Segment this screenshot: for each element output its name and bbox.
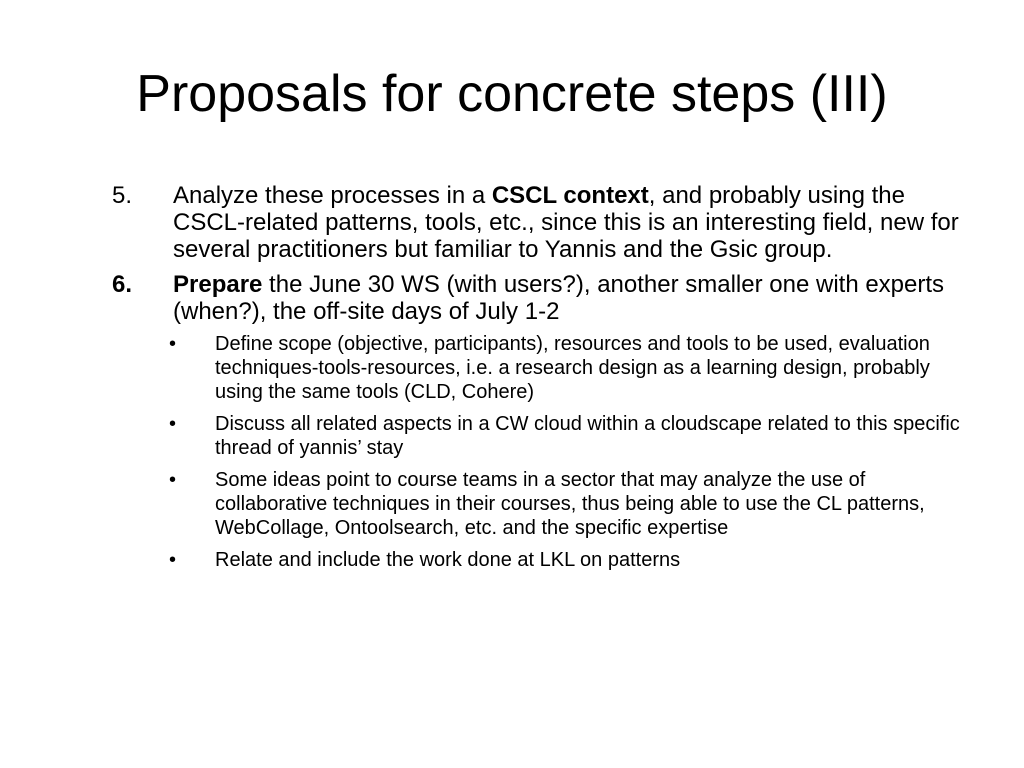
bullet-text: Discuss all related aspects in a CW cloud within a cloudscape related to this specific thread of yannis’ stay — [215, 413, 960, 459]
item-number: 6. — [112, 271, 133, 298]
bullet-dot-icon: • — [169, 333, 177, 355]
bullet-text: Some ideas point to course teams in a sector that may analyze the use of collaborative techniques in their courses, thus being able to use the CL patterns, WebCollage, Ontoolsearch, etc. and the specific expertise — [215, 469, 925, 539]
item-bold-text: CSCL context — [491, 182, 649, 209]
sub-bullet-item — [167, 412, 962, 460]
sub-bullet-item — [167, 332, 962, 404]
item-number: 5. — [112, 182, 133, 209]
bullet-dot-icon: • — [169, 549, 177, 571]
sub-bullet-item — [167, 548, 962, 572]
bullet-dot-icon: • — [169, 469, 177, 491]
sub-bullet-item — [167, 468, 962, 540]
slide-title: Proposals for concrete steps (III) — [136, 65, 888, 123]
slide-content — [112, 182, 962, 580]
numbered-item-5 — [112, 182, 962, 263]
numbered-item-6 — [112, 271, 962, 325]
bullet-dot-icon: • — [169, 413, 177, 435]
item-text-after: the June 30 WS (with users?), another smaller one with experts (when?), the off-site days of July 1-2 — [173, 271, 945, 325]
bullet-text: Define scope (objective, participants), resources and tools to be used, evaluation techniques-tools-resources, i.e. a research design as a learning design, probably using the same tools (CLD, Cohere) — [215, 333, 930, 403]
bullet-text: Relate and include the work done at LKL on patterns — [215, 549, 681, 571]
sub-bullet-list — [167, 332, 962, 572]
item-text-after: , and probably using the CSCL-related patterns, tools, etc., since this is an interesting field, new for several practitioners but familiar to Yannis and the Gsic group. — [173, 182, 959, 263]
item-text-before: Analyze these processes in a — [173, 182, 492, 209]
item-bold-text: Prepare — [173, 271, 263, 298]
